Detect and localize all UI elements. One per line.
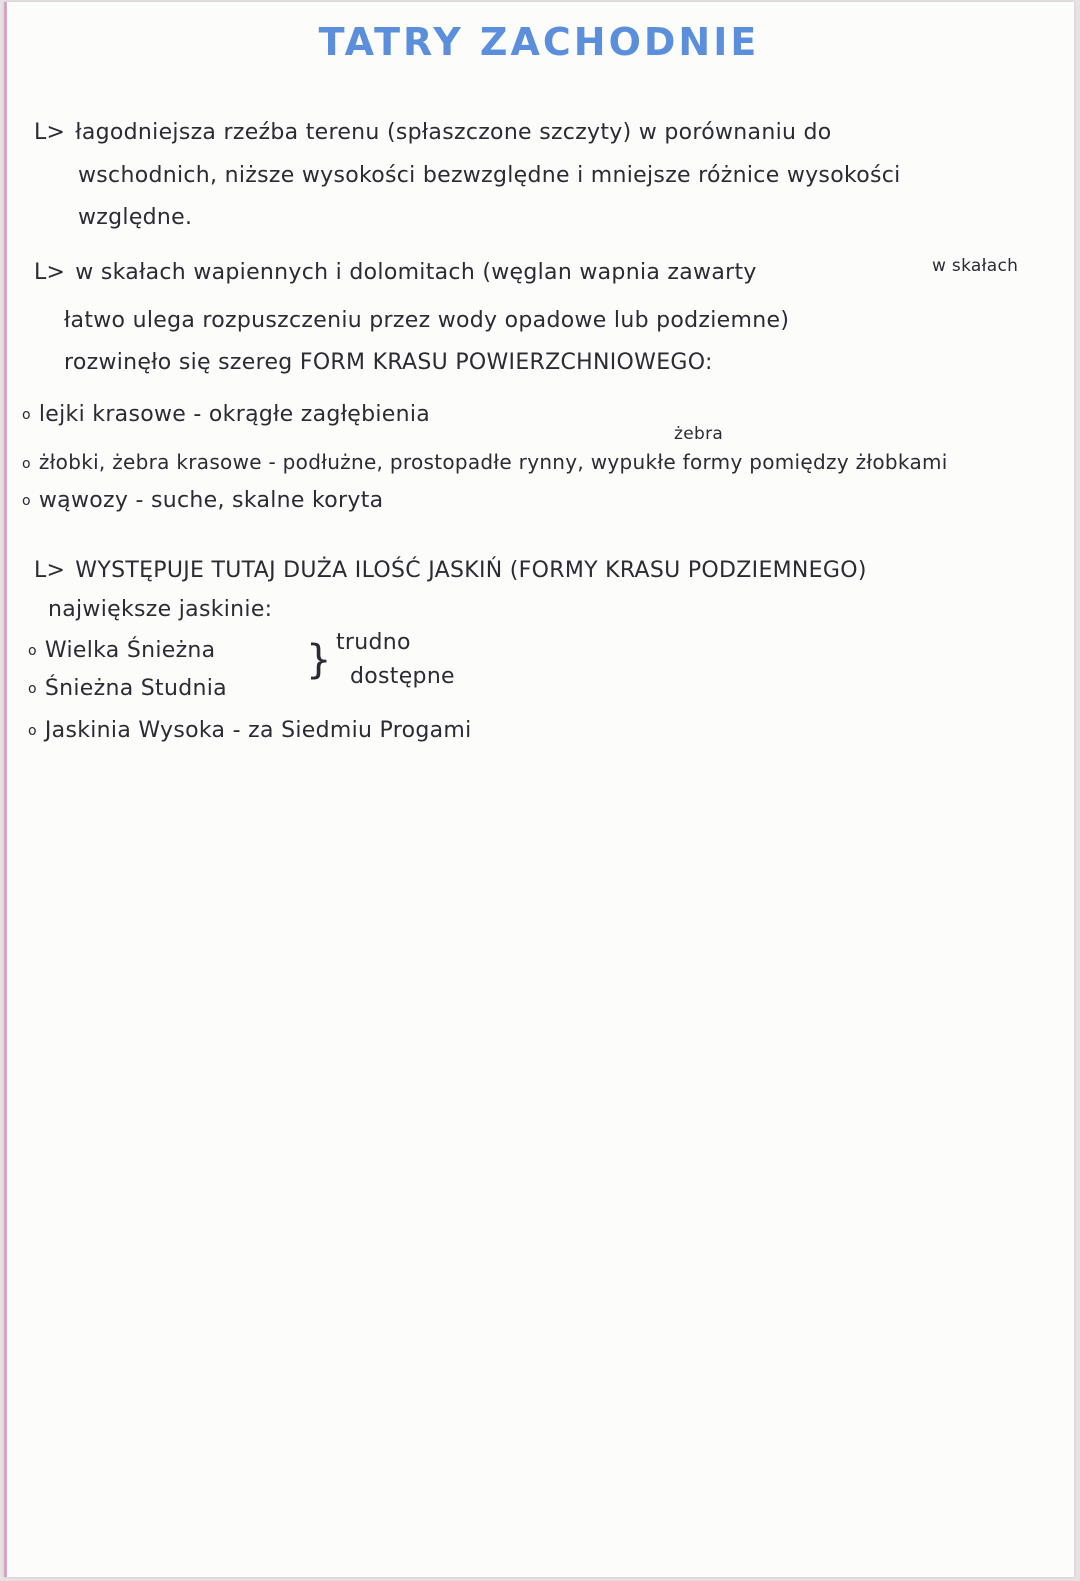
bullet-icon: o [28, 723, 37, 739]
section3-text1: WYSTĘPUJE TUTAJ DUŻA ILOŚĆ JASKIŃ (FORMY KRASU PODZIEMNEGO) [75, 558, 867, 583]
notebook-page [4, 2, 1074, 1577]
caves-note-top: trudno [336, 630, 411, 655]
arrow-icon: L> [34, 260, 66, 285]
list-item: o Wielka Śnieżna [28, 638, 216, 663]
page-title: TATRY ZACHODNIE [318, 20, 760, 64]
caves-note-bottom: dostępne [350, 664, 455, 689]
bullet-icon: o [22, 455, 31, 472]
bullet-icon: o [22, 407, 31, 423]
bullet-icon: o [28, 643, 37, 659]
brace-icon: } [306, 637, 332, 683]
section2-line3: rozwinęło się szereg FORM KRASU POWIERZCHNIOWEGO: [64, 350, 713, 375]
section1-line2: wschodnich, niższe wysokości bezwzględne i mniejsze różnice wysokości [78, 163, 901, 188]
page-margin-line [4, 2, 7, 1577]
list-item: o wąwozy - suche, skalne koryta [22, 488, 384, 513]
section3-line2: największe jaskinie: [48, 597, 273, 622]
arrow-icon: L> [34, 120, 66, 145]
section2-line1 [34, 260, 757, 285]
section3-line1 [34, 558, 867, 583]
section2-line2: łatwo ulega rozpuszczeniu przez wody opadowe lub podziemne) [64, 308, 790, 333]
list-item: o Śnieżna Studnia [28, 676, 227, 701]
section1-text1: łagodniejsza rzeźba terenu (spłaszczone szczyty) w porównaniu do [75, 120, 832, 145]
list-item: o żłobki, żebra krasowe - podłużne, prostopadłe rynny, wypukłe formy pomiędzy żłobkami [22, 450, 948, 474]
list-item: o Jaskinia Wysoka - za Siedmiu Progami [28, 718, 472, 743]
arrow-icon: L> [34, 558, 66, 583]
section1-line3: względne. [78, 205, 193, 230]
section1-line1 [34, 120, 832, 145]
section2-text1: w skałach wapiennych i dolomitach (węglan wapnia zawarty [75, 260, 757, 285]
bullet-icon: o [28, 681, 37, 697]
list-item: o lejki krasowe - okrągłe zagłębienia [22, 402, 431, 427]
bullet-icon: o [22, 493, 31, 509]
karst-note: żebra [674, 424, 724, 444]
section2-line1-end: w skałach [932, 256, 1019, 276]
